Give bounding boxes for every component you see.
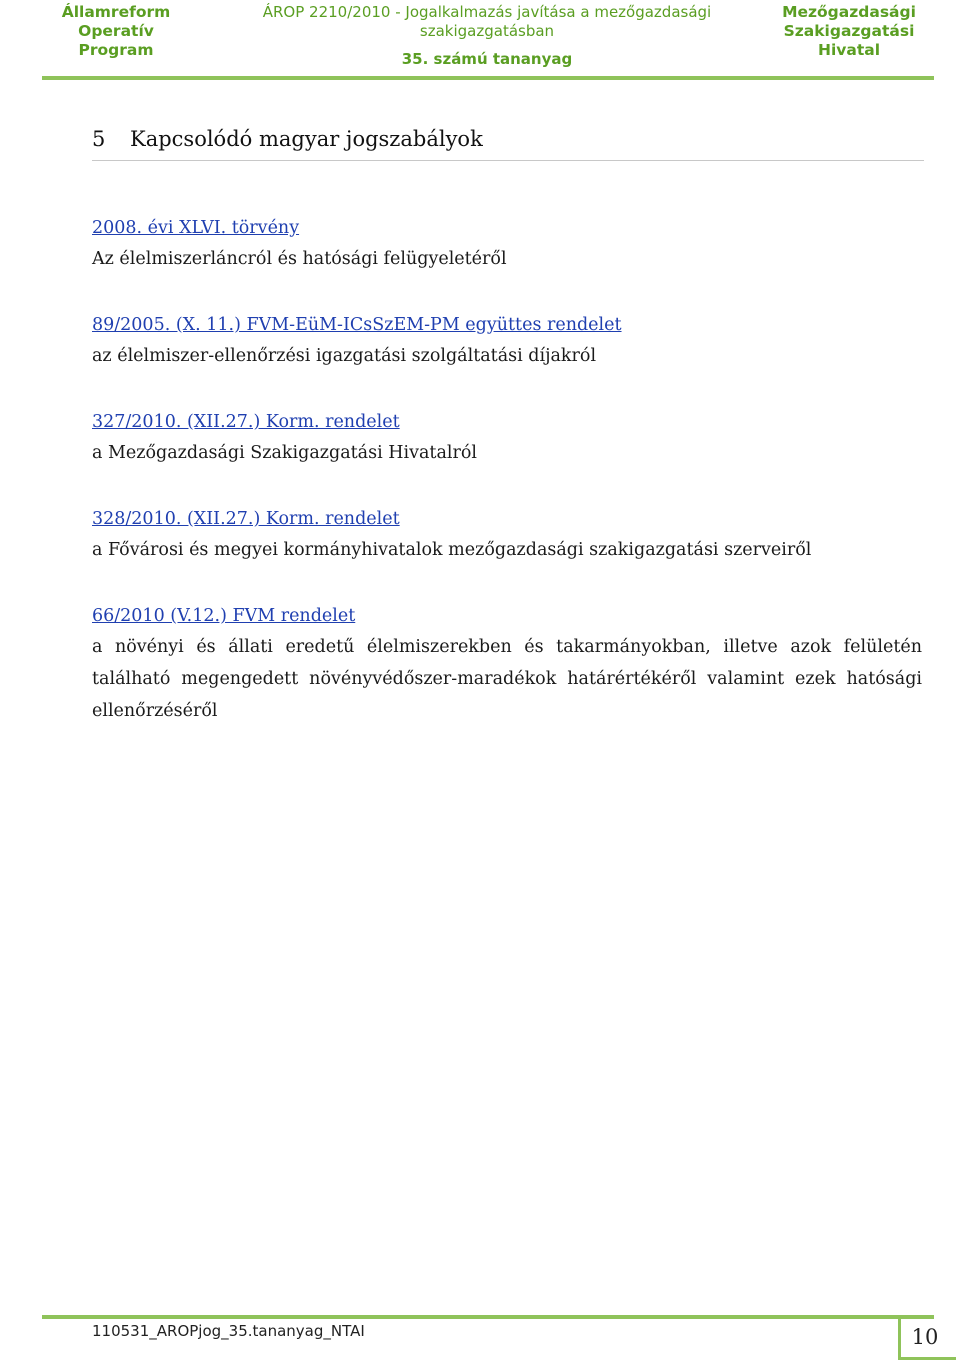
legislation-description: a Mezőgazdasági Szakigazgatási Hivatalról (92, 443, 477, 463)
header-office-name (764, 3, 934, 60)
legislation-entry (92, 601, 922, 727)
header-center-line: szakigazgatásban (419, 22, 555, 40)
section-heading (92, 124, 924, 161)
header-left-line: Program (78, 41, 154, 59)
page-number-frame (898, 1318, 901, 1360)
footer-divider (42, 1315, 934, 1319)
legislation-link[interactable]: 89/2005. (X. 11.) FVM-EüM-ICsSzEM-PM együttes rendelet (92, 315, 622, 335)
section-number: 5 (92, 127, 106, 151)
header-program-name (42, 3, 190, 60)
header-center-line: ÁROP 2210/2010 - Jogalkalmazás javítása a mezőgazdasági (262, 3, 712, 21)
legislation-description: Az élelmiszerláncról és hatósági felügyeletéről (92, 249, 507, 269)
legislation-description: a Fővárosi és megyei kormányhivatalok mezőgazdasági szakigazgatási szerveiről (92, 540, 812, 560)
header-right-line: Mezőgazdasági (782, 3, 916, 21)
header-left-line: Operatív (78, 22, 154, 40)
page-header (42, 0, 934, 82)
header-left-line: Államreform (61, 3, 171, 21)
header-right-line: Hivatal (817, 41, 881, 59)
footer-document-code: 110531_AROPjog_35.tananyag_NTAI (92, 1322, 365, 1340)
legislation-link[interactable]: 327/2010. (XII.27.) Korm. rendelet (92, 412, 400, 432)
legislation-entry (92, 310, 622, 372)
header-divider (42, 76, 934, 80)
page-number: 10 (911, 1325, 939, 1349)
legislation-entry (92, 407, 477, 469)
header-course-number: 35. számú tananyag (401, 50, 573, 68)
legislation-link[interactable]: 66/2010 (V.12.) FVM rendelet (92, 606, 356, 626)
legislation-description: a növényi és állati eredetű élelmiszerekben és takarmányokban, illetve azok felületén található megengedett növényvédőszer-maradékok határértékéről valamint ezek hatósági ellenőrzéséről (92, 637, 922, 721)
legislation-entry (92, 213, 507, 275)
header-right-line: Szakigazgatási (783, 22, 915, 40)
legislation-link[interactable]: 328/2010. (XII.27.) Korm. rendelet (92, 509, 400, 529)
legislation-description: az élelmiszer-ellenőrzési igazgatási szolgáltatási díjakról (92, 346, 597, 366)
header-project-title (242, 3, 732, 69)
legislation-entry (92, 504, 811, 566)
legislation-link[interactable]: 2008. évi XLVI. törvény (92, 218, 300, 238)
section-title: Kapcsolódó magyar jogszabályok (130, 127, 483, 151)
